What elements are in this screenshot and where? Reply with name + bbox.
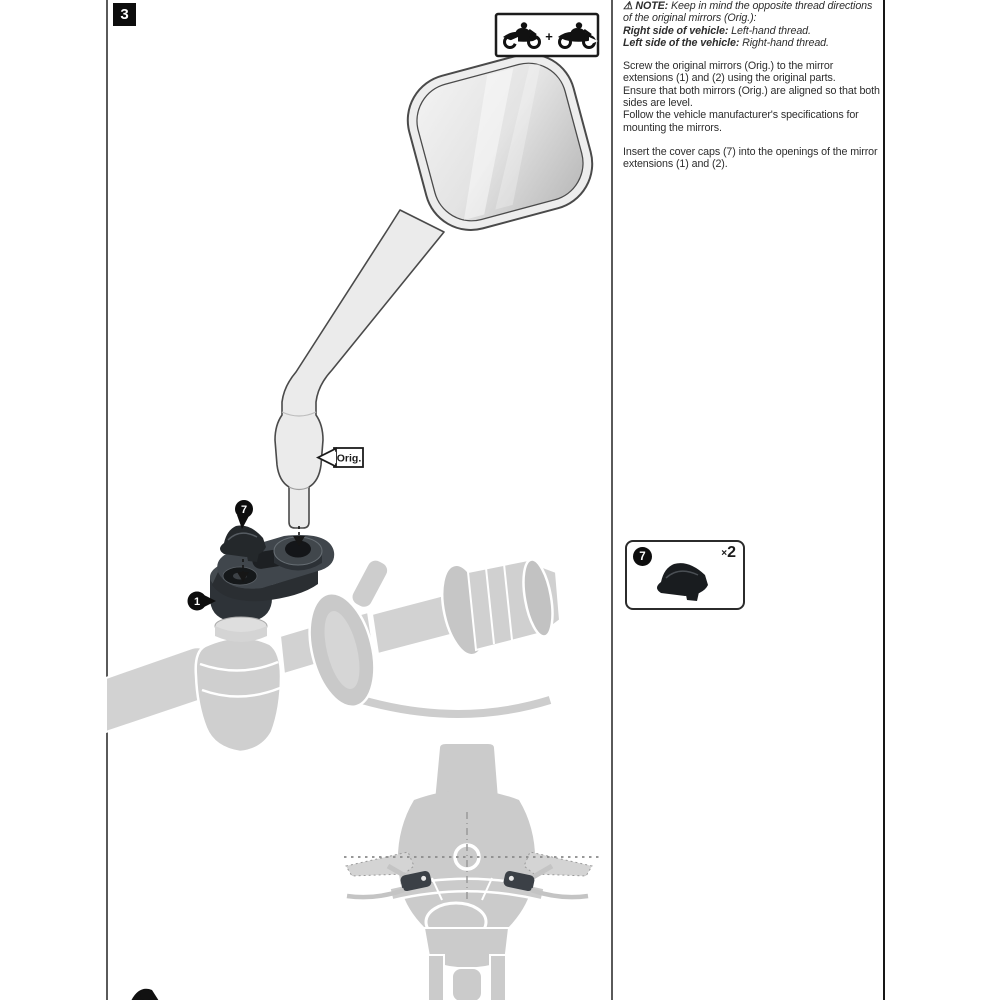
instruction-para-2: Ensure that both mirrors (Orig.) are aligned so that both sides are level.: [623, 84, 880, 110]
orig-label: Orig.: [336, 452, 362, 465]
note-label: NOTE:: [635, 0, 669, 12]
left-right-pair-icon-box: [496, 14, 598, 56]
note-paragraph: [623, 0, 881, 25]
right-side-value: Left-hand thread.: [731, 24, 811, 37]
left-side-label: Left side of the vehicle:: [623, 36, 740, 49]
original-mirror-stem: [275, 210, 444, 528]
front-tire: [452, 968, 482, 1000]
original-mirror-head: [397, 44, 602, 241]
right-mirror-silhouette: [524, 852, 592, 876]
callout-pin-7: [235, 500, 253, 529]
left-side-value: Right-hand thread.: [742, 36, 829, 49]
instruction-text-column: [623, 0, 881, 171]
right-side-thread-line: [623, 25, 881, 37]
warning-triangle-icon: ⚠: [623, 0, 633, 12]
times-symbol: ×: [721, 548, 728, 559]
instruction-para-4: Insert the cover caps (7) into the openings of the mirror extensions (1) and (2).: [623, 145, 878, 171]
cover-cap-thumbnail: [627, 542, 743, 608]
note-body: Keep in mind the opposite thread directions of the original mirrors (Orig.):: [623, 0, 873, 25]
parts-box-number-badge: 7: [633, 547, 652, 566]
orig-callout: [318, 448, 363, 467]
left-side-thread-line: [623, 37, 881, 49]
right-side-label: Right side of vehicle:: [623, 24, 729, 37]
handlebar-assembly: [106, 556, 560, 752]
lever-bracket-ring: [299, 586, 385, 713]
partial-motorcycle-icon: [131, 989, 159, 1000]
svg-text:1: 1: [193, 596, 201, 608]
instruction-para-1: Screw the original mirrors (Orig.) to the mirror extensions (1) and (2) using the original parts.: [623, 60, 836, 85]
instruction-para-3: Follow the vehicle manufacturer's specifications for mounting the mirrors.: [623, 109, 859, 134]
parts-box: [625, 540, 745, 610]
motorcycle-front-view-diagram: [344, 744, 600, 1000]
quantity-value: 2: [727, 544, 736, 561]
svg-text:7: 7: [240, 504, 248, 516]
brake-lever: [362, 700, 550, 714]
mirror-perch-stub: [348, 556, 391, 610]
mirror-clamp: [196, 637, 281, 752]
plus-icon: +: [545, 29, 553, 44]
step-number-badge: 3: [113, 3, 136, 26]
